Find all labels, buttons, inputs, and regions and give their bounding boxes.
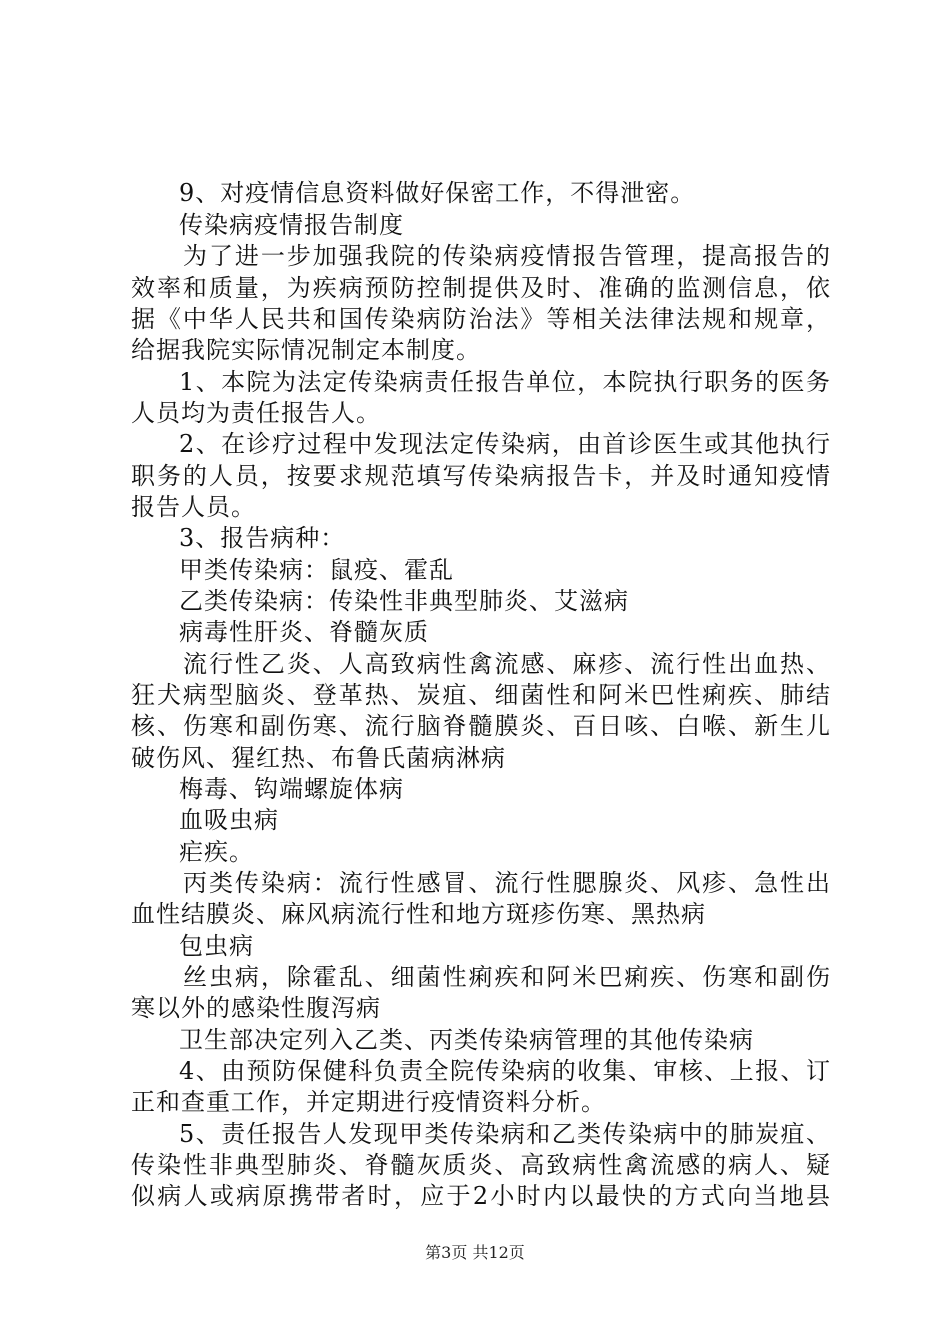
text-line: 人员均为责任报告人。	[131, 399, 381, 427]
text-line: 效率和质量，为疾病预防控制提供及时、准确的监测信息，依	[131, 274, 831, 302]
text-line: 3、报告病种：	[179, 524, 346, 552]
text-line: 血性结膜炎、麻风病流行性和地方斑疹伤寒、黑热病	[131, 900, 706, 928]
text-line: 4、由预防保健科负责全院传染病的收集、审核、上报、订	[179, 1057, 831, 1085]
text-line: 流行性乙炎、人高致病性禽流感、麻疹、流行性出血热、	[183, 650, 831, 678]
text-line: 正和查重工作，并定期进行疫情资料分析。	[131, 1088, 606, 1116]
text-line: 乙类传染病：传染性非典型肺炎、艾滋病	[179, 587, 629, 615]
text-line: 给据我院实际情况制定本制度。	[131, 336, 481, 364]
text-line: 甲类传染病：鼠疫、霍乱	[179, 556, 454, 584]
text-line: 核、伤寒和副伤寒、流行脑脊髓膜炎、百日咳、白喉、新生儿	[131, 712, 831, 740]
text-line: 寒以外的感染性腹泻病	[131, 994, 381, 1022]
text-line: 2、在诊疗过程中发现法定传染病，由首诊医生或其他执行	[179, 430, 831, 458]
text-line: 报告人员。	[131, 493, 256, 521]
page-footer: 第3页 共12页	[425, 1243, 525, 1262]
text-line: 1、本院为法定传染病责任报告单位，本院执行职务的医务	[179, 368, 831, 396]
section-heading: 传染病疫情报告制度	[179, 211, 404, 239]
text-line: 卫生部决定列入乙类、丙类传染病管理的其他传染病	[179, 1026, 754, 1054]
text-line: 丝虫病，除霍乱、细菌性痢疾和阿米巴痢疾、伤寒和副伤	[183, 963, 831, 991]
text-line: 5、责任报告人发现甲类传染病和乙类传染病中的肺炭疽、	[179, 1120, 831, 1148]
text-line: 职务的人员，按要求规范填写传染病报告卡，并及时通知疫情	[131, 462, 831, 490]
text-line: 病毒性肝炎、脊髓灰质	[179, 618, 429, 646]
text-line: 破伤风、猩红热、布鲁氏菌病淋病	[131, 744, 506, 772]
text-line: 似病人或病原携带者时，应于2小时内以最快的方式向当地县	[131, 1182, 831, 1210]
text-line: 丙类传染病：流行性感冒、流行性腮腺炎、风疹、急性出	[183, 869, 831, 897]
text-line: 传染性非典型肺炎、脊髓灰质炎、高致病性禽流感的病人、疑	[131, 1151, 831, 1179]
text-line: 梅毒、钩端螺旋体病	[179, 775, 404, 803]
text-line: 包虫病	[179, 932, 254, 960]
text-line: 疟疾。	[179, 838, 254, 866]
text-line: 血吸虫病	[179, 806, 279, 834]
text-line: 狂犬病型脑炎、登革热、炭疽、细菌性和阿米巴性痢疾、肺结	[131, 681, 831, 709]
text-line: 据《中华人民共和国传染病防治法》等相关法律法规和规章，	[131, 305, 831, 333]
text-line: 9、对疫情信息资料做好保密工作，不得泄密。	[179, 179, 696, 207]
text-line: 为了进一步加强我院的传染病疫情报告管理，提高报告的	[183, 242, 831, 270]
